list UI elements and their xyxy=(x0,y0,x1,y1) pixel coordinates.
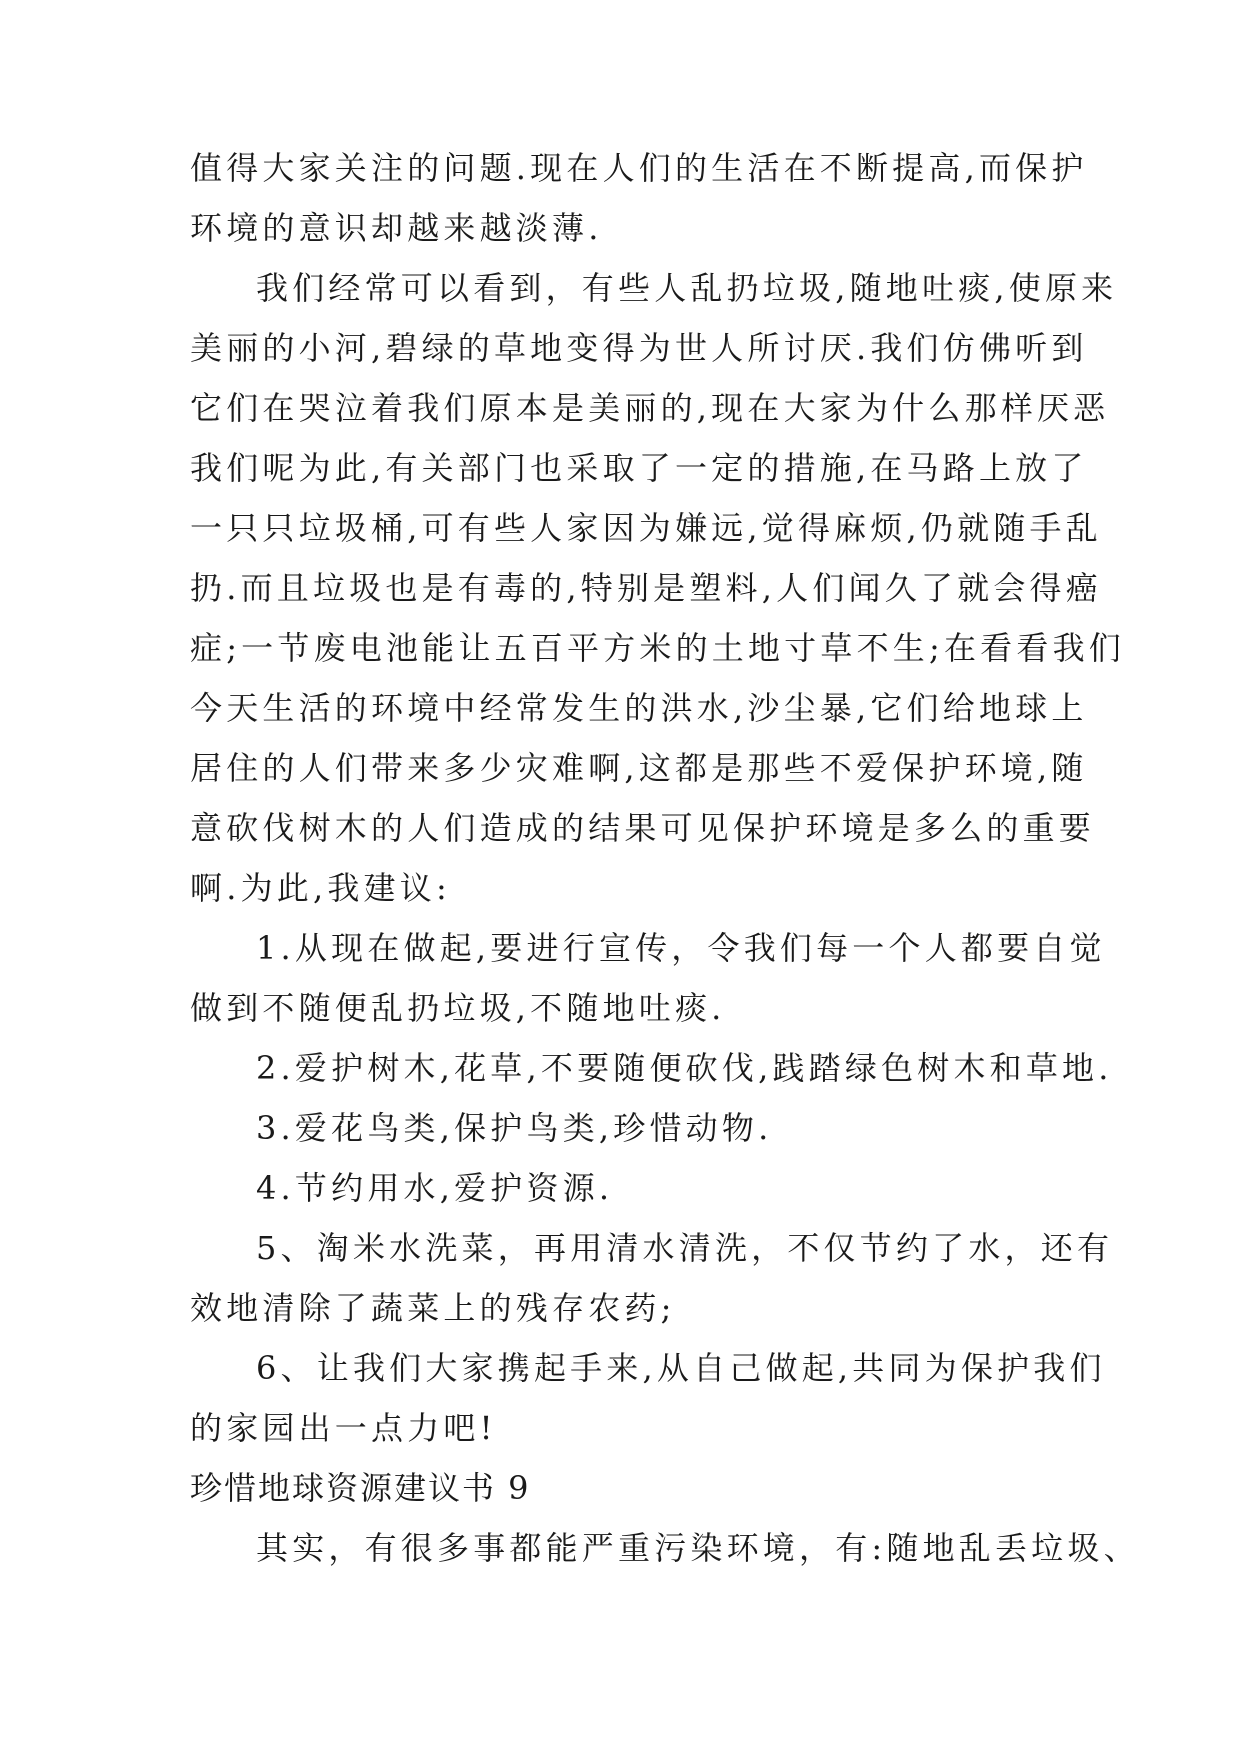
text-line: 值得大家关注的问题.现在人们的生活在不断提高,而保护 xyxy=(190,149,1088,187)
text-line: 3.爱花鸟类,保护鸟类,珍惜动物. xyxy=(256,1109,773,1147)
text-line: 症;一节废电池能让五百平方米的土地寸草不生;在看看我们 xyxy=(190,629,1125,667)
text-line: 我们经常可以看到，有些人乱扔垃圾,随地吐痰,使原来 xyxy=(256,269,1118,307)
text-line: 4.节约用水,爱护资源. xyxy=(256,1169,614,1207)
section-heading: 珍惜地球资源建议书 9 xyxy=(190,1469,531,1507)
text-line: 2.爱护树木,花草,不要随便砍伐,践踏绿色树木和草地. xyxy=(256,1049,1113,1087)
text-line: 它们在哭泣着我们原本是美丽的,现在大家为什么那样厌恶 xyxy=(190,389,1110,427)
text-line: 效地清除了蔬菜上的残存农药; xyxy=(190,1289,676,1327)
text-line: 意砍伐树木的人们造成的结果可见保护环境是多么的重要 xyxy=(190,809,1096,847)
text-line: 居住的人们带来多少灾难啊,这都是那些不爱保护环境,随 xyxy=(190,749,1088,787)
text-line: 环境的意识却越来越淡薄. xyxy=(190,209,603,247)
text-line: 的家园出一点力吧! xyxy=(190,1409,497,1447)
text-line: 5、淘米水洗菜，再用清水清洗，不仅节约了水，还有 xyxy=(256,1229,1114,1267)
text-line: 1.从现在做起,要进行宣传，令我们每一个人都要自觉 xyxy=(256,929,1106,967)
text-line: 扔.而且垃圾也是有毒的,特别是塑料,人们闻久了就会得癌 xyxy=(190,569,1102,607)
text-line: 其实，有很多事都能严重污染环境，有:随地乱丢垃圾、 xyxy=(256,1529,1140,1567)
text-line: 我们呢为此,有关部门也采取了一定的措施,在马路上放了 xyxy=(190,449,1088,487)
text-line: 美丽的小河,碧绿的草地变得为世人所讨厌.我们仿佛听到 xyxy=(190,329,1088,367)
text-line: 今天生活的环境中经常发生的洪水,沙尘暴,它们给地球上 xyxy=(190,689,1088,727)
text-line: 做到不随便乱扔垃圾,不随地吐痰. xyxy=(190,989,726,1027)
text-line: 6、让我们大家携起手来,从自己做起,共同为保护我们 xyxy=(256,1349,1106,1387)
text-line: 啊.为此,我建议: xyxy=(190,869,451,907)
text-line: 一只只垃圾桶,可有些人家因为嫌远,觉得麻烦,仍就随手乱 xyxy=(190,509,1102,547)
document-page xyxy=(190,138,1140,1578)
